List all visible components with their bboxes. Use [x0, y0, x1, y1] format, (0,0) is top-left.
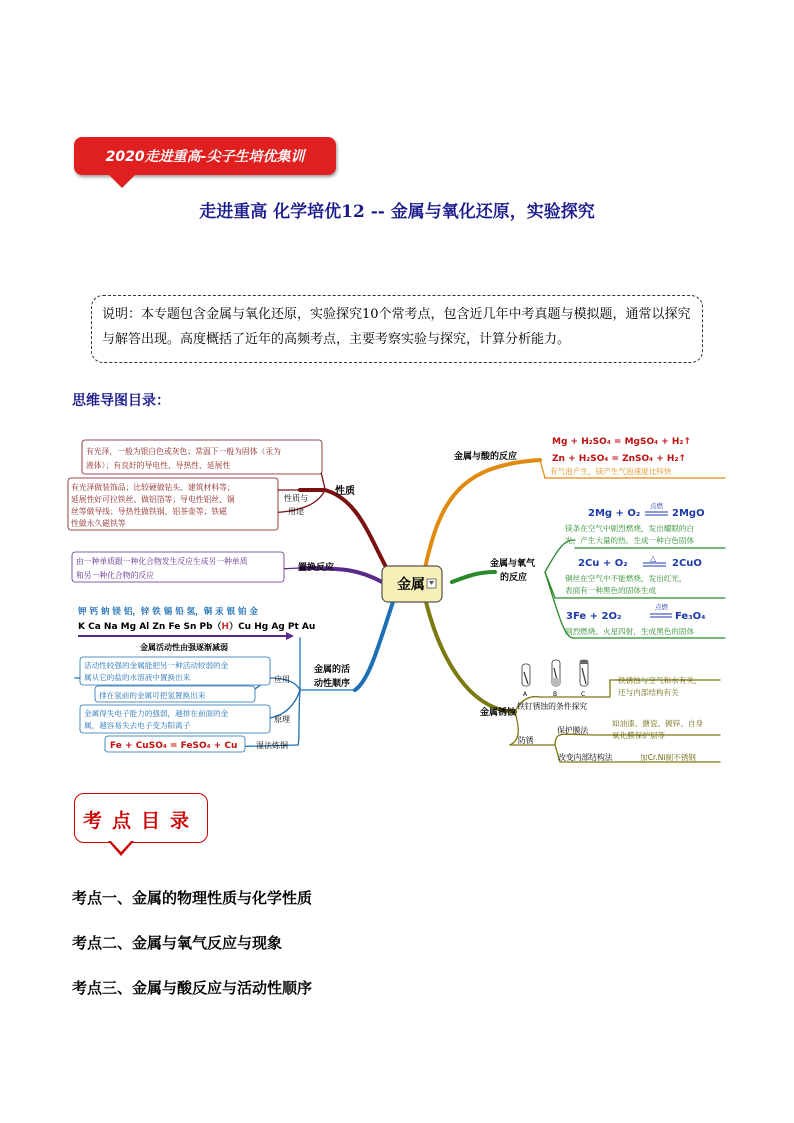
svg-text:2CuO: 2CuO: [672, 558, 702, 569]
displacement-label: 置换反应: [298, 563, 335, 573]
svg-text:3Fe + 2O₂: 3Fe + 2O₂: [566, 611, 622, 622]
topic-item[interactable]: 考点三、金属与酸反应与活动性顺序: [72, 979, 313, 997]
svg-text:液体）；有良好的导电性、导热性、延展性: 液体）；有良好的导电性、导热性、延展性: [86, 461, 231, 470]
svg-text:性质与: 性质与: [284, 494, 308, 503]
svg-text:由一种单质跟一种化合物发生反应生成另一种单质: 由一种单质跟一种化合物发生反应生成另一种单质: [76, 557, 248, 566]
branch-activity: [355, 596, 395, 690]
svg-text:B: B: [553, 691, 558, 698]
svg-text:铜丝在空气中不能燃烧，发出红光，: 铜丝在空气中不能燃烧，发出红光，: [565, 574, 687, 583]
activity-label-l1: 金属的活: [314, 665, 351, 675]
svg-text:表面有一种黑色的固体生成: 表面有一种黑色的固体生成: [565, 586, 657, 595]
svg-text:还与内部结构有关: 还与内部结构有关: [618, 688, 679, 697]
svg-text:2MgO: 2MgO: [672, 508, 705, 519]
svg-text:用途: 用途: [288, 507, 304, 516]
svg-text:湿法炼铜: 湿法炼铜: [256, 741, 288, 750]
svg-text:点燃: 点燃: [650, 502, 663, 510]
svg-text:铁钉锈蚀的条件探究: 铁钉锈蚀的条件探究: [517, 702, 588, 711]
svg-text:和另一种化合物的反应: 和另一种化合物的反应: [76, 571, 154, 580]
svg-text:Fe + CuSO₄ = FeSO₄ + Cu: Fe + CuSO₄ = FeSO₄ + Cu: [110, 741, 238, 751]
topic-item[interactable]: 考点二、金属与氧气反应与现象: [72, 934, 283, 952]
oxygen-label-l1: 金属与氧气: [490, 559, 536, 569]
branch-oxygen: [452, 572, 495, 582]
svg-text:保护膜法: 保护膜法: [557, 726, 589, 735]
svg-text:C: C: [581, 691, 586, 698]
svg-text:镁条在空气中剧烈燃烧，发出耀眼的白: 镁条在空气中剧烈燃烧，发出耀眼的白: [565, 524, 695, 533]
svg-text:K Ca Na Mg Al Zn Fe Sn Pb（H）Cu: K Ca Na Mg Al Zn Fe Sn Pb（H）Cu Hg Ag Pt Au: [78, 622, 316, 632]
svg-text:如油漆、搪瓷、镀锌、自身: 如油漆、搪瓷、镀锌、自身: [612, 719, 704, 728]
mindmap-heading: 思维导图目录：: [72, 393, 170, 409]
topic-item[interactable]: 考点一、金属的物理性质与化学性质: [72, 889, 313, 907]
test-tubes-figure: [522, 660, 588, 686]
svg-text:属从它的盐的水溶液中置换出来: 属从它的盐的水溶液中置换出来: [84, 673, 191, 682]
svg-text:Fe₃O₄: Fe₃O₄: [675, 611, 706, 622]
banner-text: 2020走进重高-尖子生培优集训: [105, 149, 305, 165]
svg-text:氧化膜保护层等: 氧化膜保护层等: [612, 731, 666, 740]
svg-text:铁锈蚀与空气和水有关，: 铁锈蚀与空气和水有关，: [618, 676, 702, 685]
svg-text:A: A: [523, 691, 528, 698]
rust-label: 金属锈蚀: [480, 708, 517, 718]
page-title: 走进重高 化学培优12 -- 金属与氧化还原，实验探究: [199, 202, 595, 222]
svg-text:应用: 应用: [274, 675, 290, 684]
kaodian-box: [74, 793, 208, 843]
svg-text:性做永久磁铁等: 性做永久磁铁等: [71, 519, 126, 528]
svg-text:光，产生大量的热，生成一种白色固体: 光，产生大量的热，生成一种白色固体: [565, 536, 695, 545]
branch-acid: [425, 460, 540, 568]
svg-text:有光泽做装饰品；比较硬做钻头、建筑材料等；: 有光泽做装饰品；比较硬做钻头、建筑材料等；: [71, 483, 235, 492]
oxygen-label-l2: 的反应: [500, 573, 528, 583]
svg-text:Mg + H₂SO₄ = MgSO₄ + H₂↑: Mg + H₂SO₄ = MgSO₄ + H₂↑: [552, 437, 691, 447]
svg-text:金属得失电子能力的强弱，越排在前面的金: 金属得失电子能力的强弱，越排在前面的金: [84, 709, 229, 718]
kaodian-heading: 考点目录: [82, 810, 199, 832]
svg-text:△: △: [650, 554, 657, 563]
svg-text:点燃: 点燃: [655, 603, 668, 611]
branch-rust: [425, 598, 515, 712]
svg-text:改变内部结构法: 改变内部结构法: [558, 753, 613, 762]
svg-text:钾 钙 钠 镁 铝，锌 铁 锡 铅 氢，铜 汞 银 铂 金: 钾 钙 钠 镁 铝，锌 铁 锡 铅 氢，铜 汞 银 铂 金: [78, 607, 259, 617]
center-label: 金属: [397, 577, 425, 593]
svg-text:原理: 原理: [274, 715, 290, 724]
svg-text:金属活动性由强逐渐减弱: 金属活动性由强逐渐减弱: [140, 643, 228, 652]
svg-text:有气泡产生，镁产生气泡速度比锌快: 有气泡产生，镁产生气泡速度比锌快: [550, 467, 672, 476]
svg-text:丝等做导线；导热性做铁锅、铝茶壶等；铁磁: 丝等做导线；导热性做铁锅、铝茶壶等；铁磁: [71, 507, 227, 516]
svg-text:有光泽，一般为银白色或灰色；常温下一般为固体（汞为: 有光泽，一般为银白色或灰色；常温下一般为固体（汞为: [86, 447, 281, 456]
svg-text:延展性好可拉铁丝、做铝箔等；导电性铝丝、铜: 延展性好可拉铁丝、做铝箔等；导电性铝丝、铜: [71, 495, 235, 504]
activity-label-l2: 动性顺序: [314, 679, 351, 689]
svg-text:2Cu + O₂: 2Cu + O₂: [578, 558, 628, 569]
svg-text:活动性较强的金属能把另一种活动较弱的金: 活动性较强的金属能把另一种活动较弱的金: [84, 661, 229, 670]
svg-text:2Mg + O₂: 2Mg + O₂: [588, 508, 641, 519]
description-text: 说明：本专题包含金属与氧化还原，实验探究10个常考点，包含近几年中考真题与模拟题，通常以探究与解答出现。高度概括了近年的高频考点，主要考察实验与探究，计算分析能力。: [102, 307, 691, 347]
property-label: 性质: [335, 486, 355, 497]
svg-text:属，越容易失去电子变为阳离子: 属，越容易失去电子变为阳离子: [84, 721, 191, 730]
svg-text:Zn + H₂SO₄ = ZnSO₄ + H₂↑: Zn + H₂SO₄ = ZnSO₄ + H₂↑: [552, 454, 686, 464]
svg-text:防锈: 防锈: [518, 736, 534, 745]
svg-text:排在氢前的金属可把氢置换出来: 排在氢前的金属可把氢置换出来: [99, 691, 206, 700]
svg-text:加Cr.Ni制不锈钢: 加Cr.Ni制不锈钢: [640, 753, 696, 762]
svg-text:剧烈燃烧、火星四射，生成黑色的固体: 剧烈燃烧、火星四射，生成黑色的固体: [565, 627, 695, 636]
acid-label: 金属与酸的反应: [454, 452, 518, 462]
